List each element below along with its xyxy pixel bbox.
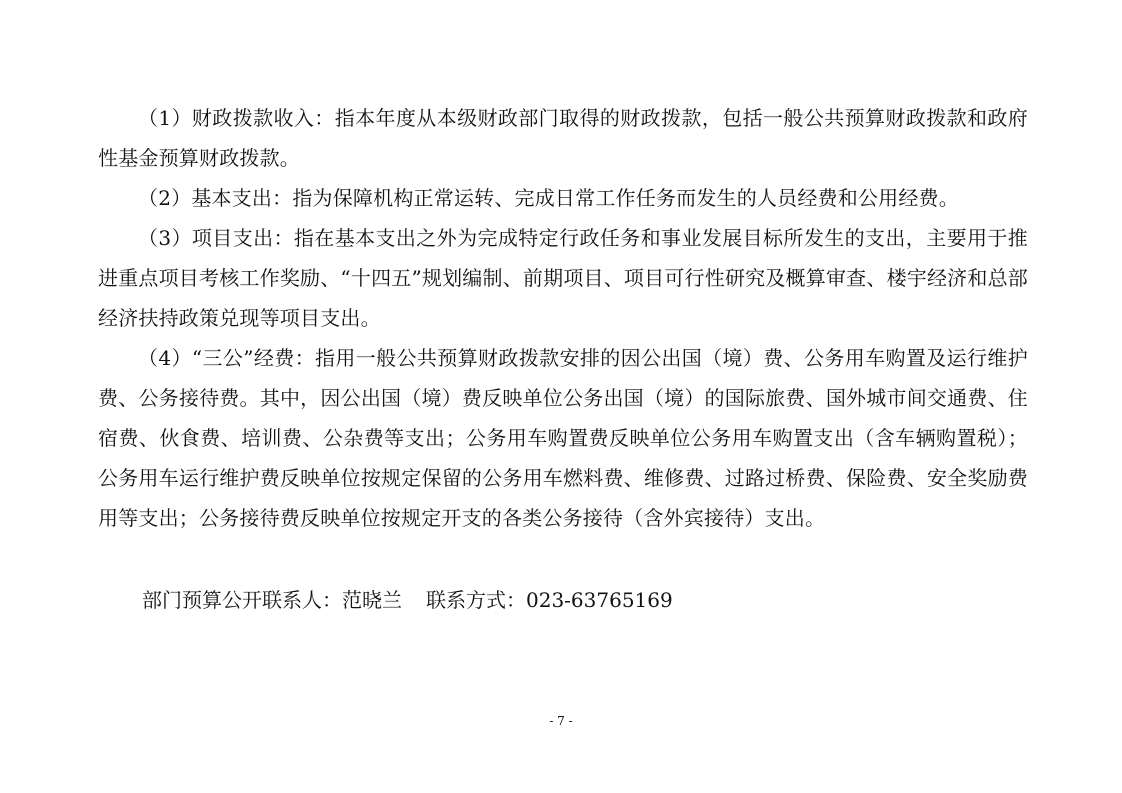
paragraph-basic-expenditure: （2）基本支出：指为保障机构正常运转、完成日常工作任务而发生的人员经费和公用经费。 — [138, 186, 959, 210]
contact-method-label: 联系方式： — [426, 588, 526, 612]
paragraph-fiscal-appropriation-income: （1）财政拨款收入：指本年度从本级财政部门取得的财政拨款，包括一般公共预算财政拨款和政府性基金预算财政拨款。 — [98, 106, 1028, 170]
contact-line — [142, 580, 673, 620]
document-body — [98, 98, 1028, 538]
paragraph-three-public-expenses: （4）“三公”经费：指用一般公共预算财政拨款安排的因公出国（境）费、公务用车购置及运行维护费、公务接待费。其中，因公出国（境）费反映单位公务出国（境）的国际旅费、国外城市间交通费、住宿费、伙食费、培训费、公杂费等支出；公务用车购置费反映单位公务用车购置支出（含车辆购置税）；公务用车运行维护费反映单位按规定保留的公务用车燃料费、维修费、过路过桥费、保险费、安全奖励费用等支出；公务接待费反映单位按规定开支的各类公务接待（含外宾接待）支出。 — [98, 346, 1028, 530]
contact-person-label: 部门预算公开联系人： — [142, 588, 342, 612]
paragraph-project-expenditure: （3）项目支出：指在基本支出之外为完成特定行政任务和事业发展目标所发生的支出，主要用于推进重点项目考核工作奖励、“十四五”规划编制、前期项目、项目可行性研究及概算审查、楼宇经济和总部经济扶持政策兑现等项目支出。 — [98, 226, 1028, 330]
page-number: - 7 - — [549, 714, 573, 728]
contact-phone: 023-63765169 — [526, 588, 673, 612]
contact-person-name: 范晓兰 — [342, 588, 402, 612]
